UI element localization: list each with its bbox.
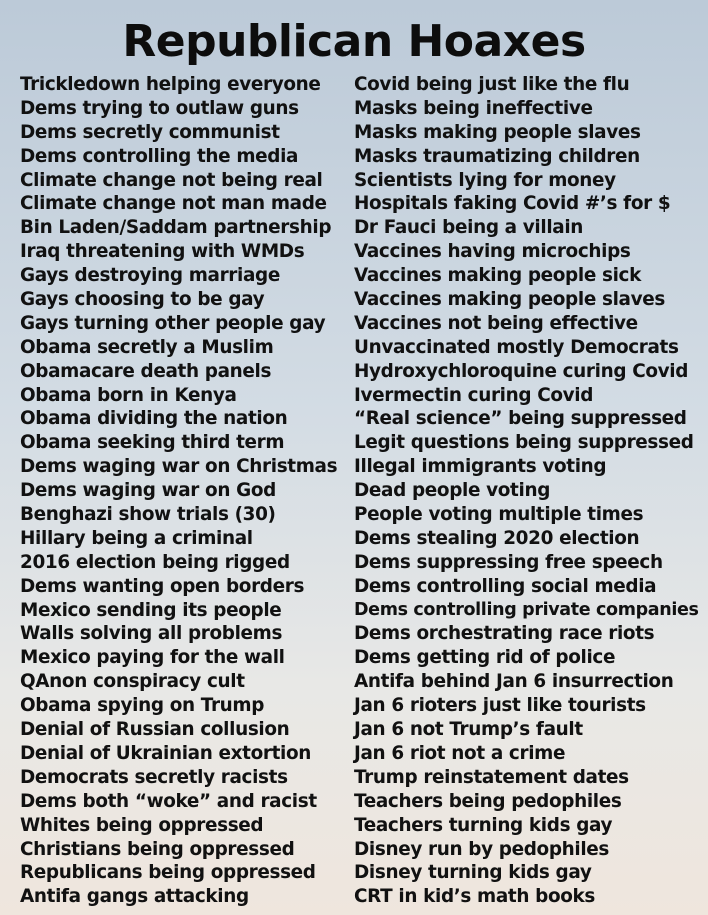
list-item: Dems trying to outlaw guns <box>20 97 299 119</box>
list-item: Dems controlling the media <box>20 145 299 167</box>
list-item: Covid being just like the flu <box>354 74 630 95</box>
list-item: Jan 6 not Trump’s fault <box>354 719 583 741</box>
list-item: Dr Fauci being a villain <box>354 217 584 239</box>
list-item: Christians being oppressed <box>20 838 295 860</box>
list-item: Hillary being a criminal <box>20 527 253 549</box>
list-item: Benghazi show trials (30) <box>20 504 276 526</box>
list-item: Mexico paying for the wall <box>20 647 285 669</box>
list-item: Vaccines making people slaves <box>354 289 665 311</box>
list-item: Teachers turning kids gay <box>354 814 613 836</box>
list-item: Dems suppressing free speech <box>354 551 663 573</box>
list-item: Scientists lying for money <box>354 169 616 191</box>
list-item: Dems waging war on Christmas <box>20 456 338 478</box>
list-item: Masks being ineffective <box>354 97 593 119</box>
list-item: Dems secretly communist <box>20 121 280 143</box>
list-item: Obama dividing the nation <box>20 408 288 430</box>
list-item: Masks making people slaves <box>354 121 641 143</box>
list-item: Jan 6 rioters just like tourists <box>354 695 646 717</box>
list-item: Dems both “woke” and racist <box>20 790 317 812</box>
list-item: Disney turning kids gay <box>354 862 592 884</box>
list-item: Ivermectin curing Covid <box>354 384 594 406</box>
list-item: Climate change not man made <box>20 193 327 215</box>
list-item: Vaccines having microchips <box>354 241 631 263</box>
list-item: Dead people voting <box>354 480 551 502</box>
list-item: Antifa gangs attacking <box>20 886 249 908</box>
list-item: “Real science” being suppressed <box>354 408 687 430</box>
list-item: Teachers being pedophiles <box>354 790 622 812</box>
list-item: Hydroxychloroquine curing Covid <box>354 360 689 382</box>
list-item: Antifa behind Jan 6 insurrection <box>354 671 674 693</box>
list-item: Bin Laden/Saddam partnership <box>20 217 332 239</box>
list-item: People voting multiple times <box>354 504 644 526</box>
list-item: Trickledown helping everyone <box>20 74 321 95</box>
list-item: Legit questions being suppressed <box>354 432 694 454</box>
list-item: Gays choosing to be gay <box>20 289 265 311</box>
list-item: Disney run by pedophiles <box>354 838 610 860</box>
list-item: Gays turning other people gay <box>20 312 326 334</box>
list-item: Gays destroying marriage <box>20 265 280 287</box>
list-item: Vaccines making people sick <box>354 265 641 287</box>
list-item: Dems controlling private companies <box>354 599 699 620</box>
list-item: Dems controlling social media <box>354 575 657 597</box>
list-item: Dems getting rid of police <box>354 647 616 669</box>
list-item: Dems waging war on God <box>20 480 276 502</box>
list-item: Dems wanting open borders <box>20 575 305 597</box>
list-item: CRT in kid’s math books <box>354 886 596 908</box>
list-item: Obamacare death panels <box>20 360 272 382</box>
list-item: Vaccines not being effective <box>354 312 638 334</box>
list-item: 2016 election being rigged <box>20 551 290 573</box>
list-item: Denial of Ukrainian extortion <box>20 742 312 764</box>
list-item: Dems orchestrating race riots <box>354 623 655 645</box>
list-item: QAnon conspiracy cult <box>20 671 245 693</box>
list-item: Trump reinstatement dates <box>354 766 629 788</box>
list-item: Whites being oppressed <box>20 814 264 836</box>
list-item: Iraq threatening with WMDs <box>20 241 305 263</box>
list-item: Obama seeking third term <box>20 432 285 454</box>
list-item: Denial of Russian collusion <box>20 719 290 741</box>
list-item: Unvaccinated mostly Democrats <box>354 336 679 358</box>
list-item: Masks traumatizing children <box>354 145 640 167</box>
list-item: Obama secretly a Muslim <box>20 336 274 358</box>
list-item: Obama born in Kenya <box>20 384 237 406</box>
list-item: Climate change not being real <box>20 169 323 191</box>
list-item: Mexico sending its people <box>20 599 282 621</box>
list-item: Jan 6 riot not a crime <box>354 742 566 764</box>
list-item: Illegal immigrants voting <box>354 456 607 478</box>
left-column-list <box>20 73 337 909</box>
list-item: Hospitals faking Covid #’s for $ <box>354 193 671 215</box>
list-item: Republicans being oppressed <box>20 862 316 884</box>
list-item: Dems stealing 2020 election <box>354 527 640 549</box>
page-title: Republican Hoaxes <box>122 16 586 67</box>
list-item: Democrats secretly racists <box>20 766 288 788</box>
list-item: Walls solving all problems <box>20 623 283 645</box>
list-item: Obama spying on Trump <box>20 695 265 717</box>
right-column-list <box>354 73 699 909</box>
